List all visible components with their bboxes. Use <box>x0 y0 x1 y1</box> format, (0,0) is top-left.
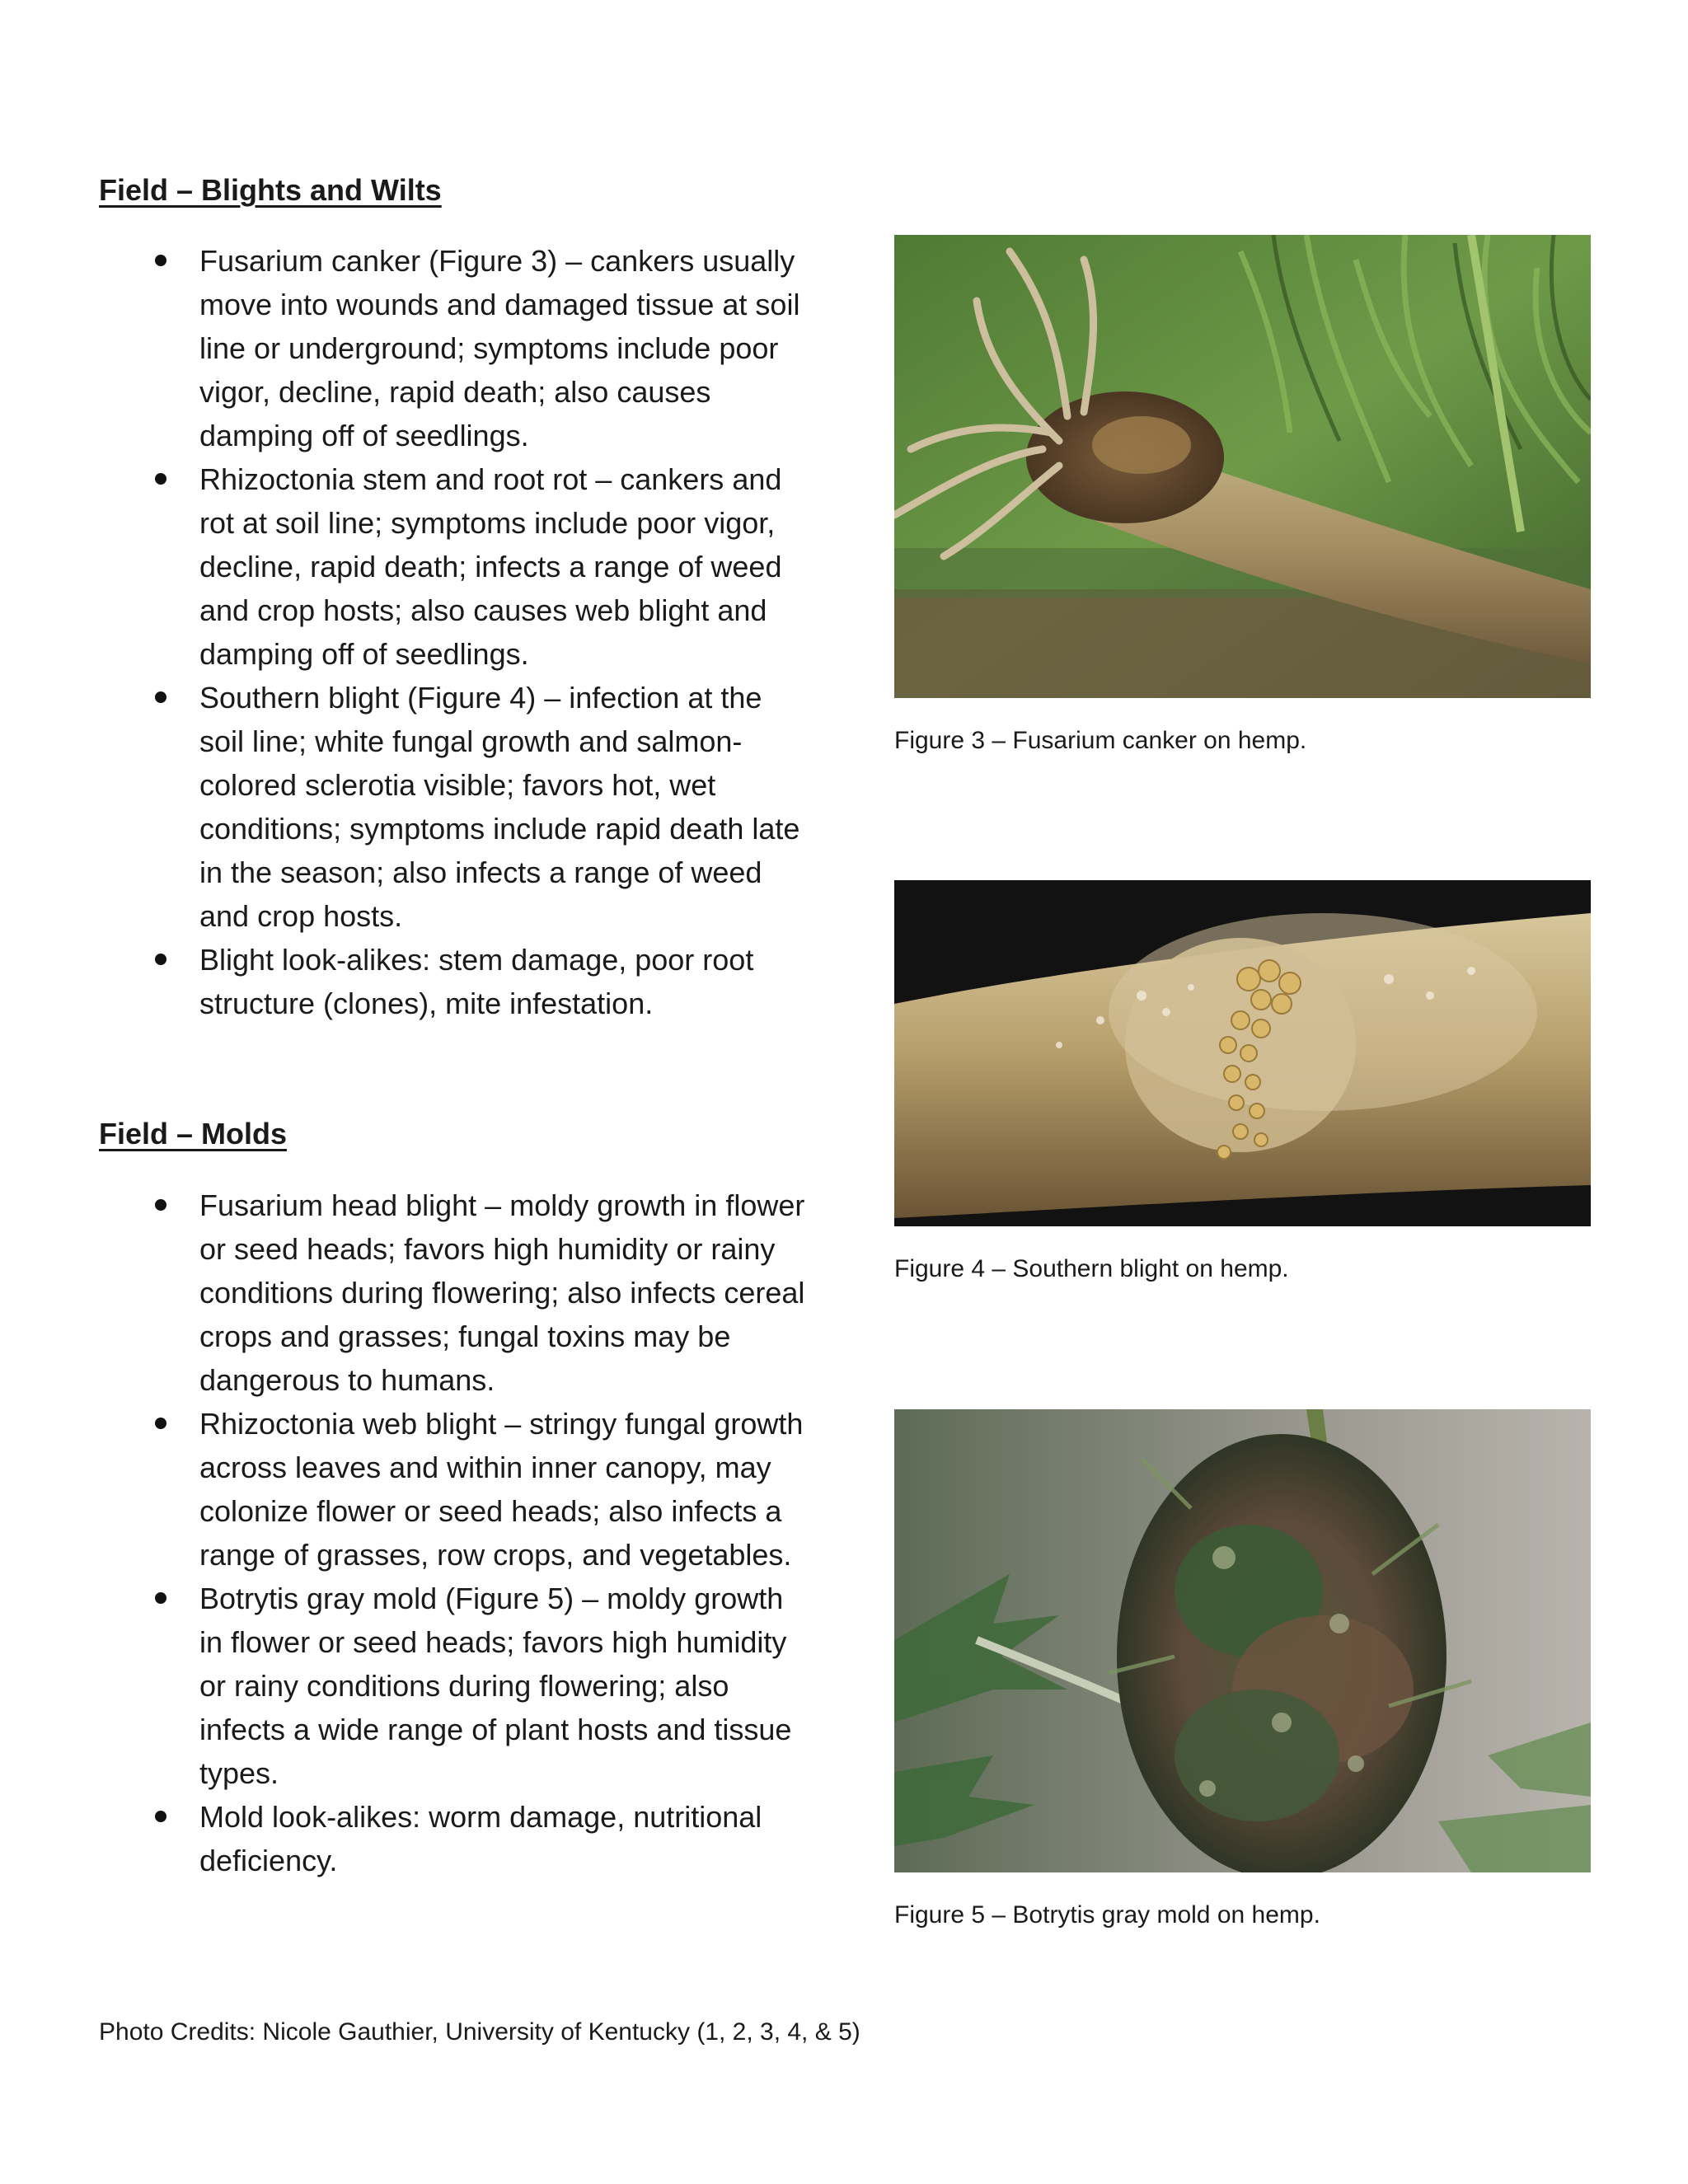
list-item-text: Rhizoctonia stem and root rot – cankers and rot at soil line; symptoms include poor vigor, decline, rapid death; infects a range of weed and crop hosts; also causes web blight and damping off of seedlings. <box>199 462 782 671</box>
list-item-text: Rhizoctonia web blight – stringy fungal growth across leaves and within inner canopy, may colonize flower or seed heads; also infects a range of grasses, row crops, and vegetables. <box>199 1407 804 1572</box>
section-heading-blights-wilts: Field – Blights and Wilts <box>99 173 442 207</box>
bullet-icon <box>155 691 166 703</box>
list-item <box>148 1402 808 1577</box>
list-item-text: Blight look-alikes: stem damage, poor root structure (clones), mite infestation. <box>199 943 754 1020</box>
figure-5 <box>894 1409 1591 1930</box>
bullet-list-blights <box>148 239 808 1025</box>
list-item <box>148 938 808 1025</box>
southern-blight-photo <box>894 880 1591 1226</box>
figure-4 <box>894 880 1591 1284</box>
bullet-icon <box>155 1418 166 1429</box>
section-heading-molds: Field – Molds <box>99 1117 288 1151</box>
bullet-list-molds <box>148 1183 808 1882</box>
list-item <box>148 676 808 938</box>
bullet-icon <box>155 1592 166 1604</box>
figure-3 <box>894 235 1591 756</box>
list-item <box>148 457 808 676</box>
figure-caption: Figure 5 – Botrytis gray mold on hemp. <box>894 1901 1320 1929</box>
list-item <box>148 1577 808 1795</box>
bullet-icon <box>155 1811 166 1822</box>
bullet-icon <box>155 1199 166 1211</box>
photo-credits: Photo Credits: Nicole Gauthier, University of Kentucky (1, 2, 3, 4, & 5) <box>99 2018 860 2046</box>
list-item-text: Fusarium head blight – moldy growth in flower or seed heads; favors high humidity or rainy conditions during flowering; also infects cereal crops and grasses; fungal toxins may be dangerous to humans. <box>199 1188 805 1397</box>
list-item-text: Mold look-alikes: worm damage, nutritional deficiency. <box>199 1800 762 1877</box>
figure-caption: Figure 4 – Southern blight on hemp. <box>894 1255 1289 1282</box>
list-item <box>148 1183 808 1402</box>
botrytis-gray-mold-photo <box>894 1409 1591 1872</box>
list-item <box>148 239 808 457</box>
bullet-icon <box>155 255 166 266</box>
list-item-text: Southern blight (Figure 4) – infection at the soil line; white fungal growth and salmon-colored sclerotia visible; favors hot, wet conditions; symptoms include rapid death late in the season; also infects a range of weed and crop hosts. <box>199 681 800 933</box>
list-item-text: Fusarium canker (Figure 3) – cankers usually move into wounds and damaged tissue at soil line or underground; symptoms include poor vigor, decline, rapid death; also causes damping off of seedlings. <box>199 244 800 452</box>
bullet-icon <box>155 473 166 485</box>
bullet-icon <box>155 954 166 965</box>
list-item <box>148 1795 808 1882</box>
list-item-text: Botrytis gray mold (Figure 5) – moldy growth in flower or seed heads; favors high humidity or rainy conditions during flowering; also infects a wide range of plant hosts and tissue types. <box>199 1582 792 1790</box>
figure-caption: Figure 3 – Fusarium canker on hemp. <box>894 727 1307 754</box>
fusarium-canker-photo <box>894 235 1591 698</box>
